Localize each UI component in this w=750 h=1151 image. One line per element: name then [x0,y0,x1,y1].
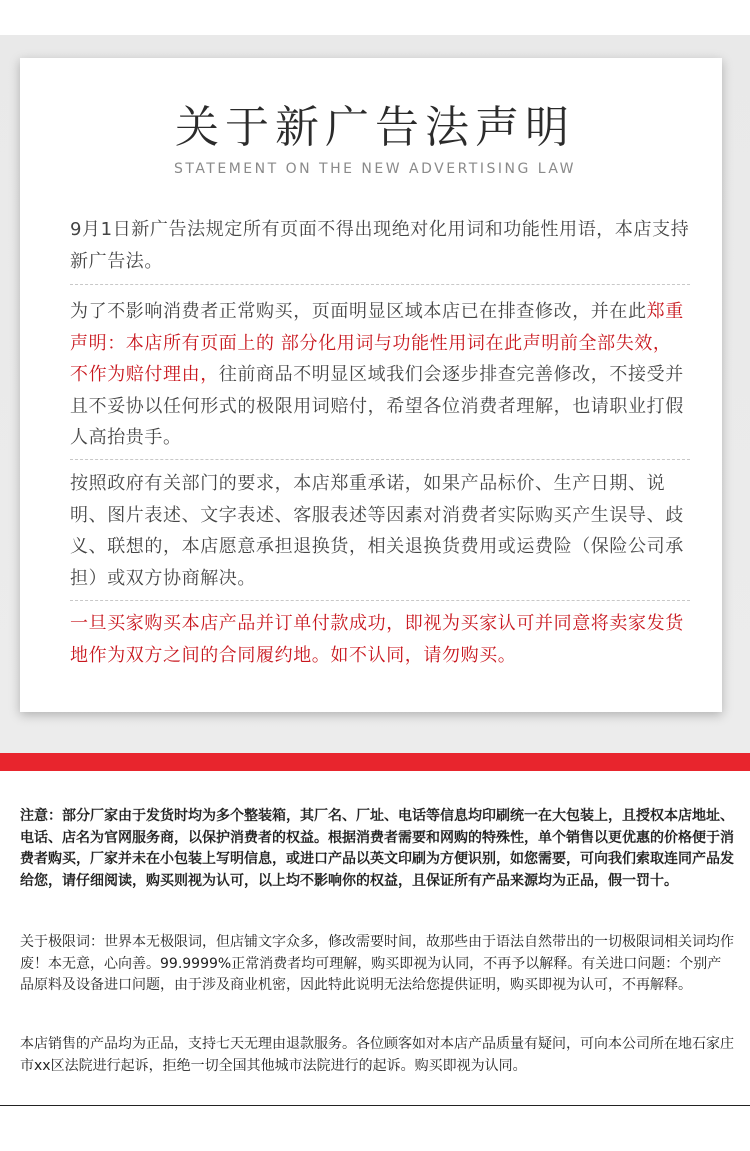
statement-paragraph-3: 按照政府有关部门的要求，本店郑重承诺，如果产品标价、生产日期、说明、图片表述、文字表述、客服表述等因素对消费者实际购买产生误导、歧义、联想的，本店愿意承担退换货，相关退换货费用或运费险（保险公司承担）或双方协商解决。 [70,473,684,589]
divider [70,459,690,460]
note-paragraph-2: 关于极限词：世界本无极限词，但店铺文字众多，修改需要时间，故那些由于语法自然带出的一切极限词相关词均作废！本无意，心向善。99.9999%正常消费者均可理解，购买即视为认同，不再予以解释。有关进口问题：个别产品原料及设备进口问题，由于涉及商业机密，因此特此说明无法给您提供证明，购买即视为认可，不再解释。 [20,934,734,993]
statement-title: 关于新广告法声明 [175,102,575,153]
statement-paragraph-1: 9月1日新广告法规定所有页面不得出现绝对化用词和功能性用语，本店支持新广告法。 [70,219,690,272]
statement-subtitle: STATEMENT ON THE NEW ADVERTISING LAW [173,161,577,177]
note-paragraph-1: 注意：部分厂家由于发货时均为多个整装箱，其厂名、厂址、电话等信息均印刷统一在大包装上，且授权本店地址、电话、店名为官网服务商，以保护消费者的权益。根据消费者需要和网购的特殊性，单个销售以更优惠的价格便于消费者购买，厂家并未在小包装上写明信息，或进口产品以英文印刷为方便识别，如您需要，可向我们索取连同产品发给您，请仔细阅读，购买则视为认可，以上均不影响你的权益，且保证所有产品来源均为正品，假一罚十。 [20,808,734,889]
divider [70,600,690,601]
paragraph-2-start: 为了不影响消费者正常购买，页面明显区域本店已在排查修改，并在此 [70,301,647,322]
statement-paragraph-4: 一旦买家购买本店产品并订单付款成功，即视为买家认可并同意将卖家发货地作为双方之间的合同履约地。如不认同，请勿购买。 [70,613,684,666]
statement-paragraph-2 [70,296,690,454]
divider [70,284,690,285]
bottom-divider-line [0,1105,750,1106]
red-separator-bar [0,753,750,771]
paragraph-2-end: 往前商品不明显区域我们会逐步排查完善修改，不接受并且不妥协以任何形式的极限用词赔付，希望各位消费者理解，也请职业打假人高抬贵手。 [70,364,684,448]
note-paragraph-3: 本店销售的产品均为正品，支持七天无理由退款服务。各位顾客如对本店产品质量有疑问，可向本公司所在地石家庄市xx区法院进行起诉，拒绝一切全国其他城市法院进行的起诉。购买即视为认同。 [20,1036,734,1074]
solemn-declaration-text: 郑重声明：本店所有页面上的 部分化用词与功能性用词在此声明前全部失效，不作为赔付理由， [70,301,684,385]
